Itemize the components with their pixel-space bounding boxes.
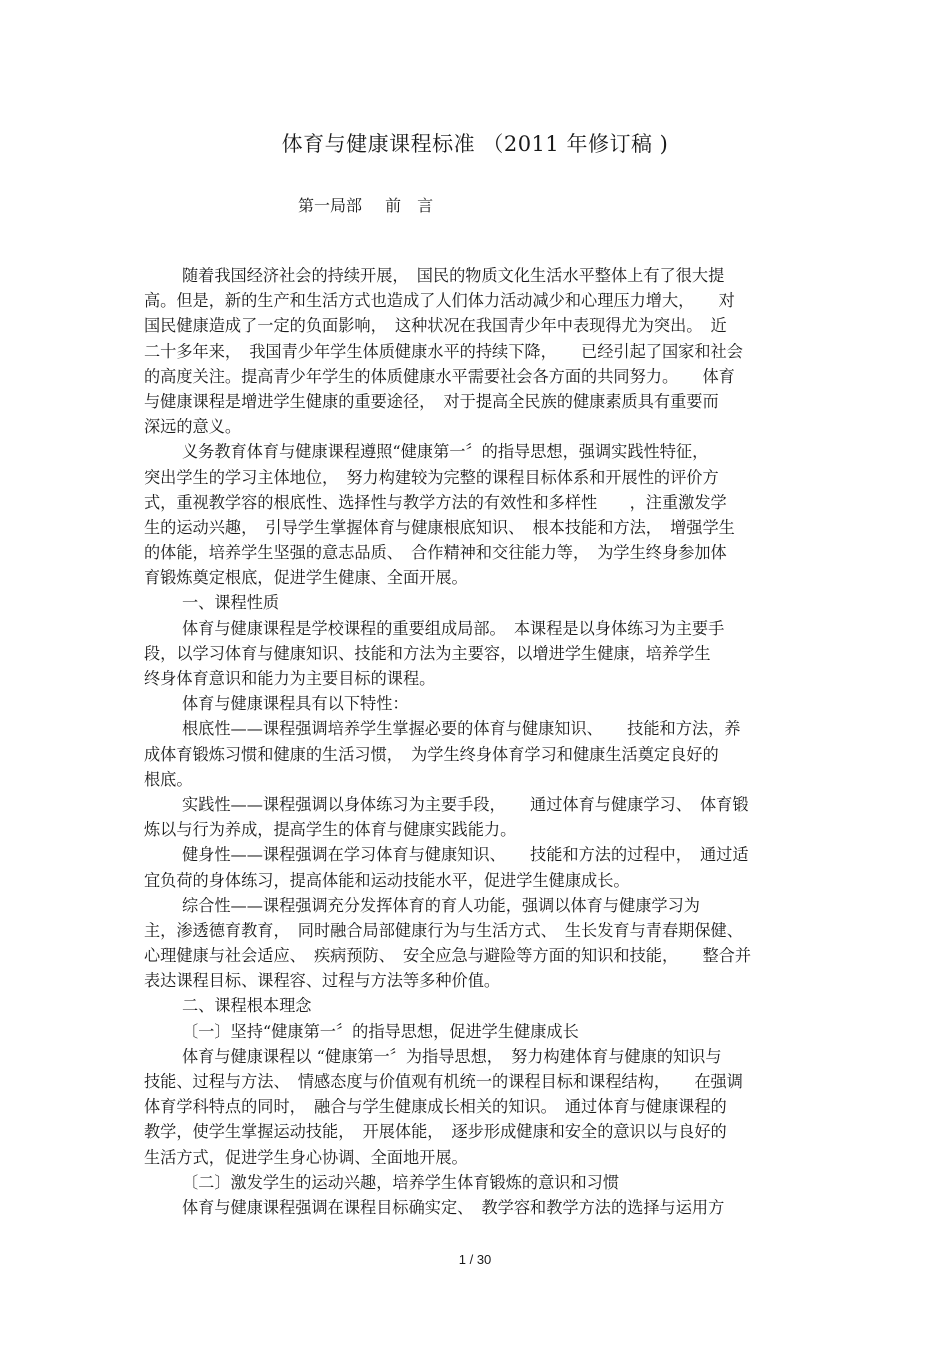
preface-label: 前 言 bbox=[385, 196, 434, 215]
text-line: 突出学生的学习主体地位， 努力构建较为完整的课程目标体系和开展性的评价方 bbox=[144, 467, 719, 487]
text-line: 根底性——课程强调培养学生掌握必要的体育与健康知识、 技能和方法，养 bbox=[182, 719, 741, 739]
text-line: 健身性——课程强调在学习体育与健康知识、 技能和方法的过程中， 通过适 bbox=[182, 845, 749, 865]
text-line: 主，渗透德育教育， 同时融合局部健康行为与生活方式、 生长发育与青春期保健、 bbox=[144, 920, 743, 940]
text-line: 教学，使学生掌握运动技能， 开展体能， 逐步形成健康和安全的意识以与良好的 bbox=[144, 1122, 727, 1142]
page-number bbox=[0, 1252, 950, 1267]
text-line: 高。但是，新的生产和生活方式也造成了人们体力活动减少和心理压力增大， 对 bbox=[144, 291, 735, 311]
text-line: 〔二〕激发学生的运动兴趣，培养学生体育锻炼的意识和习惯 bbox=[182, 1172, 620, 1192]
text-line: 心理健康与社会适应、 疾病预防、 安全应急与避险等方面的知识和技能， 整合并 bbox=[144, 946, 752, 966]
section-heading bbox=[298, 193, 451, 216]
text-line: 随着我国经济社会的持续开展， 国民的物质文化生活水平整体上有了很大提 bbox=[182, 266, 725, 285]
text-line: 实践性——课程强调以身体练习为主要手段， 通过体育与健康学习、 体育锻 bbox=[182, 794, 749, 814]
text-line: 生活方式，促进学生身心协调、全面地开展。 bbox=[144, 1147, 468, 1167]
document-title: 体育与健康课程标准 （2011 年修订稿 ) bbox=[281, 132, 669, 156]
text-line: 体育与健康课程强调在课程目标确实定、 教学容和教学方法的选择与运用方 bbox=[182, 1197, 725, 1217]
text-line: 式，重视教学容的根底性、选择性与教学方法的有效性和多样性 ，注重激发学 bbox=[144, 492, 727, 512]
text-line: 炼以与行为养成，提高学生的体育与健康实践能力。 bbox=[144, 820, 517, 840]
text-line: 的体能，培养学生坚强的意志品质、 合作精神和交往能力等， 为学生终身参加体 bbox=[144, 543, 727, 563]
text-line: 体育学科特点的同时， 融合与学生健康成长相关的知识。 通过体育与健康课程的 bbox=[144, 1097, 727, 1117]
text-line: 技能、过程与方法、 情感态度与价值观有机统一的课程目标和课程结构， 在强调 bbox=[144, 1072, 743, 1091]
text-line: 体育与健康课程以 “健康第一〞为指导思想， 努力构建体育与健康的知识与 bbox=[182, 1046, 722, 1066]
text-line: 义务教育体育与健康课程遵照“健康第一〞的指导思想，强调实践性特征， bbox=[182, 442, 709, 462]
text-line: 体育与健康课程具有以下特性： bbox=[182, 694, 409, 714]
text-line: 终身体育意识和能力为主要目标的课程。 bbox=[144, 669, 436, 688]
page-separator: / bbox=[469, 1252, 474, 1267]
text-line: 一、课程性质 bbox=[182, 593, 280, 613]
text-line: 段，以学习体育与健康知识、技能和方法为主要容，以增进学生健康，培养学生 bbox=[144, 643, 711, 663]
text-line: 体育与健康课程是学校课程的重要组成局部。 本课程是以身体练习为主要手 bbox=[182, 618, 725, 638]
text-line: 宜负荷的身体练习，提高体能和运动技能水平，促进学生健康成长。 bbox=[144, 870, 630, 890]
part-label: 第一局部 bbox=[298, 196, 363, 215]
text-line: 综合性——课程强调充分发挥体育的育人功能，强调以体育与健康学习为 bbox=[182, 895, 700, 915]
text-line: 生的运动兴趣， 引导学生掌握体育与健康根底知识、 根本技能和方法， 增强学生 bbox=[144, 517, 735, 537]
text-line: 表达课程目标、课程容、过程与方法等多种价值。 bbox=[144, 971, 501, 991]
text-line: 国民健康造成了一定的负面影响， 这种状况在我国青少年中表现得尤为突出。 近 bbox=[144, 316, 727, 336]
text-line: 与健康课程是增进学生健康的重要途径， 对于提高全民族的健康素质具有重要而 bbox=[144, 391, 719, 411]
text-line: 成体育锻炼习惯和健康的生活习惯， 为学生终身体育学习和健康生活奠定良好的 bbox=[144, 744, 719, 764]
text-line: 深远的意义。 bbox=[144, 417, 242, 437]
total-pages: 30 bbox=[476, 1252, 492, 1267]
text-line: 二、课程根本理念 bbox=[182, 996, 312, 1016]
current-page: 1 bbox=[458, 1252, 466, 1267]
text-line: 根底。 bbox=[144, 769, 193, 789]
text-line: 〔一〕坚持“健康第一〞的指导思想，促进学生健康成长 bbox=[182, 1021, 579, 1041]
text-line: 二十多年来， 我国青少年学生体质健康水平的持续下降， 已经引起了国家和社会 bbox=[144, 341, 743, 361]
body-text bbox=[144, 263, 809, 1220]
text-line: 的高度关注。提高青少年学生的体质健康水平需要社会各方面的共同努力。 体育 bbox=[144, 366, 735, 386]
text-line: 育锻炼奠定根底，促进学生健康、全面开展。 bbox=[144, 568, 468, 588]
